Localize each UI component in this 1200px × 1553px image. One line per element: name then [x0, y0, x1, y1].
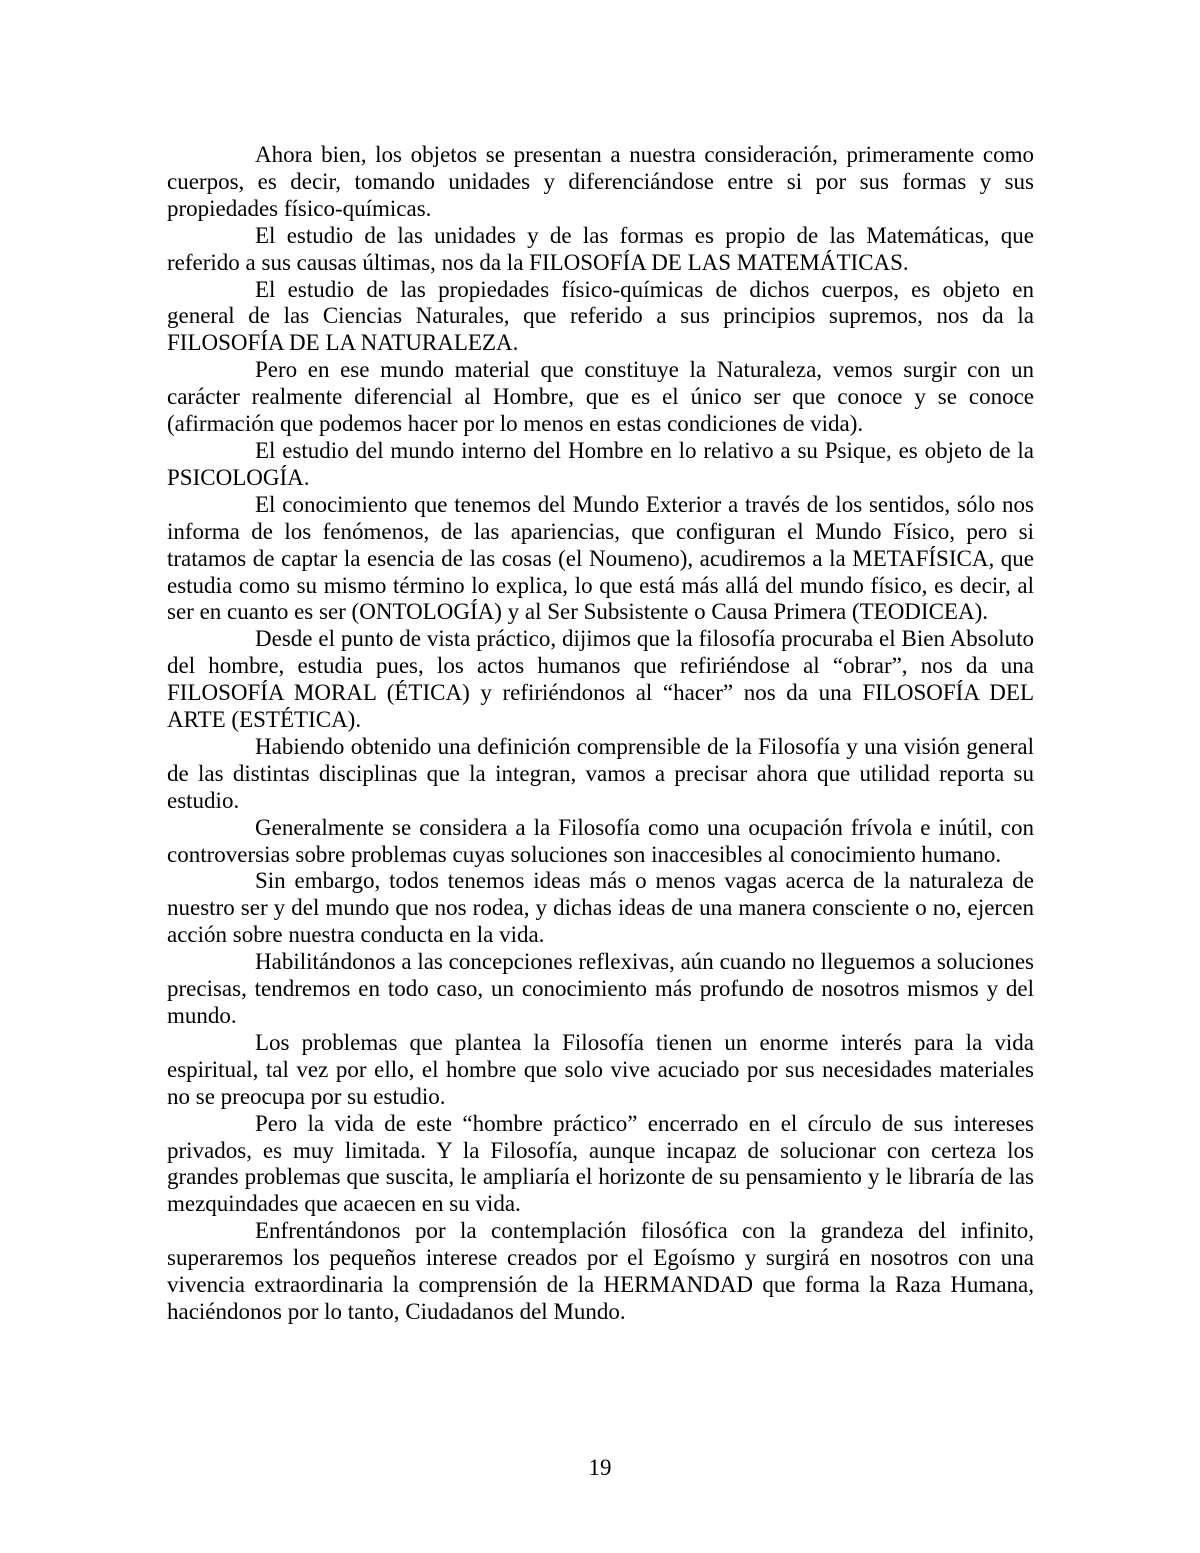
- paragraph: Enfrentándonos por la contemplación filosófica con la grandeza del infinito, superaremos los pequeños interese creados por el Egoísmo y surgirá en nosotros con una vivencia extraordinaria la comprensión de la HERMANDAD que forma la Raza Humana, haciéndonos por lo tanto, Ciudadanos del Mundo.: [167, 1218, 1034, 1324]
- paragraph: Sin embargo, todos tenemos ideas más o menos vagas acerca de la naturaleza de nuestro ser y del mundo que nos rodea, y dichas ideas de una manera consciente o no, ejercen acción sobre nuestra conducta en la vida.: [167, 868, 1034, 948]
- page-body: [167, 142, 1034, 1326]
- paragraph: Generalmente se considera a la Filosofía como una ocupación frívola e inútil, con controversias sobre problemas cuyas soluciones son inaccesibles al conocimiento humano.: [167, 814, 1034, 867]
- paragraph: Habilitándonos a las concepciones reflexivas, aún cuando no lleguemos a soluciones precisas, tendremos en todo caso, un conocimiento más profundo de nosotros mismos y del mundo.: [167, 949, 1034, 1028]
- paragraph: Desde el punto de vista práctico, dijimos que la filosofía procuraba el Bien Absoluto del hombre, estudia pues, los actos humanos que refiriéndose al “obrar”, nos da una FILOSOFÍA MORAL (ÉTICA) y refiriéndonos al “hacer” nos da una FILOSOFÍA DEL ARTE (ESTÉTICA).: [167, 626, 1034, 733]
- paragraph: Habiendo obtenido una definición comprensible de la Filosofía y una visión general de las distintas disciplinas que la integran, vamos a precisar ahora que utilidad reporta su estudio.: [167, 733, 1034, 813]
- paragraph: Pero en ese mundo material que constituye la Naturaleza, vemos surgir con un carácter realmente diferencial al Hombre, que es el único ser que conoce y se conoce (afirmación que podemos hacer por lo menos en estas condiciones de vida).: [167, 357, 1034, 437]
- paragraph: El estudio de las unidades y de las formas es propio de las Matemáticas, que referido a sus causas últimas, nos da la FILOSOFÍA DE LAS MATEMÁTICAS.: [167, 222, 1034, 275]
- page-number: 19: [588, 1455, 612, 1480]
- paragraph: Ahora bien, los objetos se presentan a nuestra consideración, primeramente como cuerpos, es decir, tomando unidades y diferenciándose entre si por sus formas y sus propiedades físico-químicas.: [167, 142, 1034, 221]
- paragraph: Los problemas que plantea la Filosofía tienen un enorme interés para la vida espiritual, tal vez por ello, el hombre que solo vive acuciado por sus necesidades materiales no se preocupa por su estudio.: [167, 1029, 1034, 1109]
- paragraph: El estudio del mundo interno del Hombre en lo relativo a su Psique, es objeto de la PSICOLOGÍA.: [167, 437, 1034, 490]
- paragraph: El estudio de las propiedades físico-químicas de dichos cuerpos, es objeto en general de las Ciencias Naturales, que referido a sus principios supremos, nos da la FILOSOFÍA DE LA NATURALEZA.: [167, 276, 1034, 356]
- paragraph: El conocimiento que tenemos del Mundo Exterior a través de los sentidos, sólo nos informa de los fenómenos, de las apariencias, que configuran el Mundo Físico, pero si tratamos de captar la esencia de las cosas (el Noumeno), acudiremos a la METAFÍSICA, que estudia como su mismo término lo explica, lo que está más allá del mundo físico, es decir, al ser en cuanto es ser (ONTOLOGÍA) y al Ser Subsistente o Causa Primera (TEODICEA).: [167, 491, 1034, 625]
- paragraph: Pero la vida de este “hombre práctico” encerrado en el círculo de sus intereses privados, es muy limitada. Y la Filosofía, aunque incapaz de solucionar con certeza los grandes problemas que suscita, le ampliaría el horizonte de su pensamiento y le libraría de las mezquindades que acaecen en su vida.: [167, 1110, 1034, 1217]
